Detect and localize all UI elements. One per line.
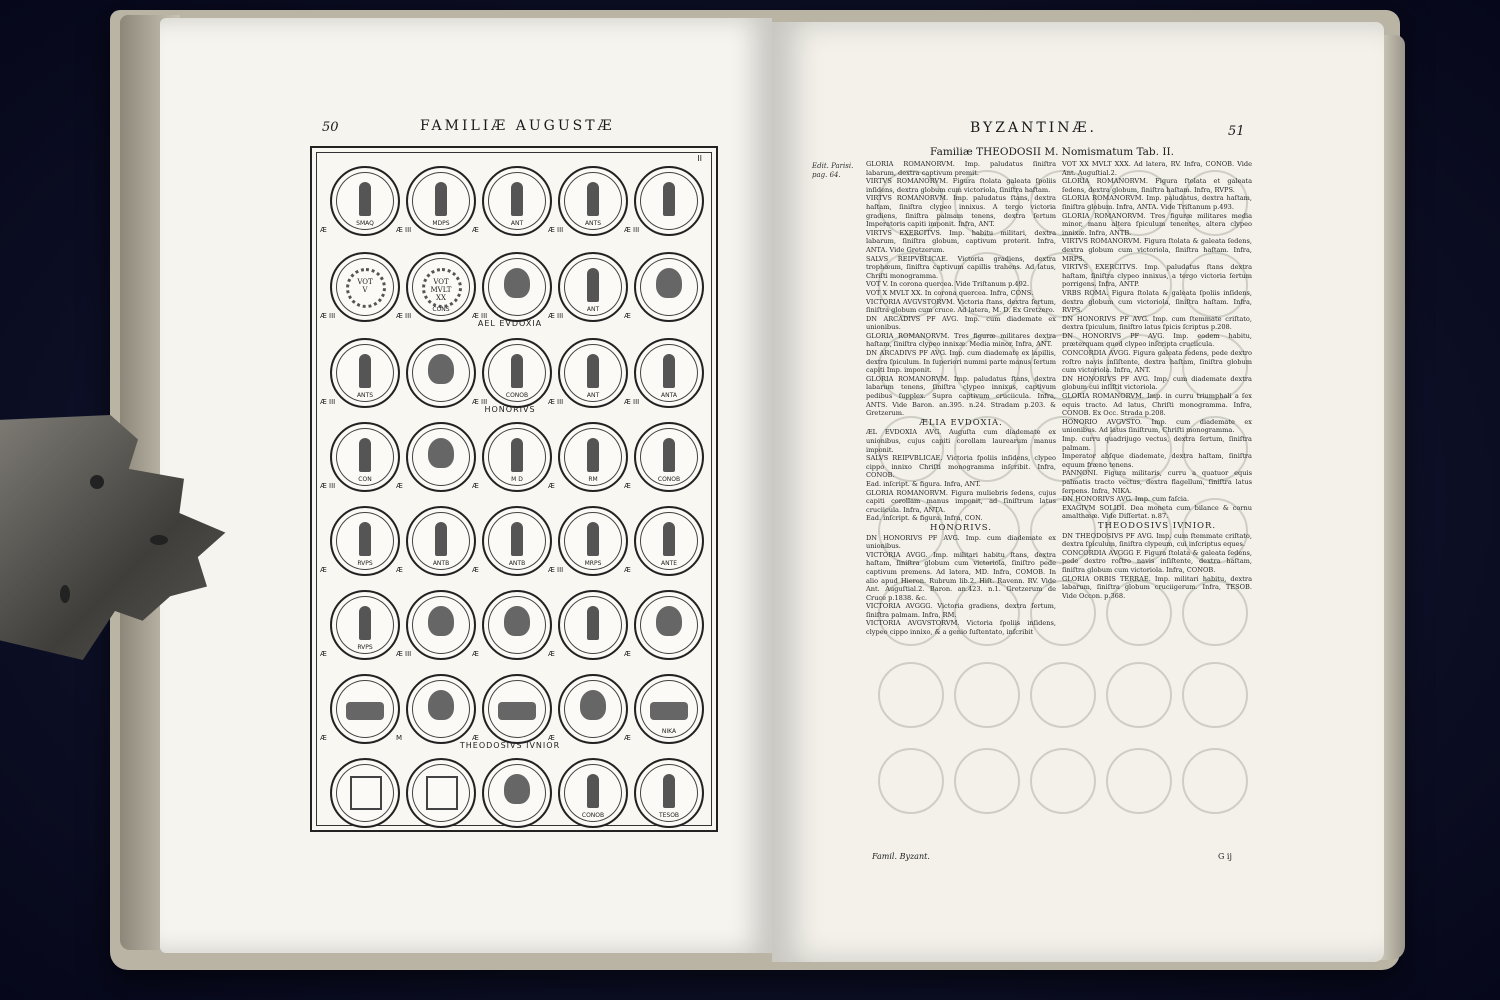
bookmark-hole <box>60 585 70 603</box>
coin-mintmark: CON <box>358 476 372 483</box>
coin-figure-icon <box>504 268 530 298</box>
coin-mintmark: SMAQ <box>356 220 374 227</box>
coin-metal-label: Æ <box>548 482 555 490</box>
coin-mintmark: CONS <box>432 306 450 313</box>
coin-metal-label: Æ III <box>548 566 564 574</box>
plate-caption-honorius: HONORIVS <box>484 405 536 414</box>
ghost-coin <box>954 748 1020 814</box>
catalog-entry: Imperator abſque diademate, dextra haſtam, ſiniſtra equum fræno tenens. <box>1062 452 1252 469</box>
coin <box>634 506 704 576</box>
plate-caption-theodosius: THEODOSIVS IVNIOR <box>459 741 561 750</box>
coin-mintmark: ANTB <box>432 560 450 567</box>
coin-metal-label: Æ <box>320 650 327 658</box>
bookmark-hole <box>90 475 104 489</box>
coin-figure-icon <box>656 268 682 298</box>
section-heading: HONORIVS. <box>930 522 992 533</box>
coin <box>482 338 552 408</box>
coin-figure-icon <box>511 438 523 472</box>
coin-metal-label: Æ <box>320 734 327 742</box>
coin-figure-icon <box>663 438 675 472</box>
catalog-entry: HONORIO AVGVSTO. Imp. cum diademate ex unionibus. Ad latus ſiniſtrum, Chriſti monogramma. <box>1062 417 1252 435</box>
coin <box>558 590 628 660</box>
coin-figure-icon <box>587 522 599 556</box>
catalog-entry: VOT X MVLT XX. In corona quercea. Infra, CONS. <box>866 288 1034 297</box>
catalog-entry: SALVS REIPVBLICAE. Victoria gradiens, dextra trophæum, ſiniſtra captivum capillis trahens. Ad latus, Chriſti monogramma. <box>866 254 1056 280</box>
coin-metal-label: Æ III <box>548 312 564 320</box>
coin-figure-icon <box>359 522 371 556</box>
coin <box>406 758 476 828</box>
catalog-entry: VIRTVS ROMANORVM. Imp. paludatus ſtans, dextra haſtam, ſiniſtra clypeo innixus. A tergo victoria gradiens, ſiniſtra palmam tenens, dextra ſertum Imperatoris capiti imponit. Infra, ANT. <box>866 194 1056 229</box>
coin-figure-icon <box>435 522 447 556</box>
coin-figure-icon <box>511 182 523 216</box>
coin-figure-icon <box>587 268 599 302</box>
catalog-entry: VIRTVS EXERCITVS. Imp. habitu militari, dextra labarum, ſiniſtra globum, captivum proterit. Infra, ANTA. Vide Gretzerum. <box>866 228 1056 254</box>
footer-gathering: G ij <box>1218 852 1232 861</box>
catalog-entry: DN HONORIVS PF AVG. Imp. eodem habitu, præterquam quod clypeo inſcripta cruciicula. <box>1062 331 1252 349</box>
ghost-coin <box>1030 748 1096 814</box>
coin-figure-icon <box>511 354 523 388</box>
plate-caption-eudoxia: AEL EVDOXIA <box>477 319 543 328</box>
catalog-entry: VIRTVS ROMANORVM. Figura ſtolata galeata ſpoliis inſidens, dextra globum cum victoriola, ſiniſtra haſtam. <box>866 177 1056 194</box>
catalog-entry: VICTORIA AVGG. Imp. militari habitu ſtans, dextra haſtam, ſiniſtra globum cum victoriola, ſiniſtro pede captivum premens. Ad latera, MD. Infra, COMOB. In alio apud Hieron. Rubrum lib.2. Hiſt. Ravenn. RV. Vide Ant. Auguſtial.2. Baron. an.423. n.1. Gretzerum de Cruce p.1838. &c. <box>866 550 1056 602</box>
coin <box>482 758 552 828</box>
coin-vota-text: VOT MVLT XX <box>430 278 452 302</box>
coin-mintmark: ANT <box>586 306 600 313</box>
catalog-entry: GLORIA ROMANORVM. Imp. paludatus ſiniſtra labarum, dextra captivum premit. <box>866 160 1056 177</box>
ghost-coin <box>954 662 1020 728</box>
coin-metal-label: Æ <box>548 650 555 658</box>
section-heading: ÆLIA EVDOXIA. <box>919 417 1003 428</box>
coin-metal-label: Æ <box>396 566 403 574</box>
coin-metal-label: Æ <box>624 482 631 490</box>
coin <box>330 252 400 322</box>
catalog-entry: VOT V. In corona quercea. Vide Triſtanum p.492. <box>866 280 1030 289</box>
coin-figure-icon <box>587 606 599 640</box>
coin <box>330 422 400 492</box>
coin-metal-label: Æ <box>320 566 327 574</box>
ghost-coin <box>1106 662 1172 728</box>
coin-mintmark: MRPS <box>584 560 602 567</box>
coin-metal-label: Æ III <box>396 650 412 658</box>
coin-metal-label: Æ III <box>548 398 564 406</box>
catalog-entry: VIRTVS ROMANORVM. Figura ſtolata & galeata ſedens, dextra globum cum victoriola, ſiniſtra haſtam. Infra, MRPS. <box>1062 237 1252 263</box>
catalog-entry: GLORIA ROMANORVM. Figura ſtolata et galeata ſedens, dextra globum, ſiniſtra haſtam. Infra, RVPS. <box>1062 177 1252 194</box>
catalog-entry: GLORIA ROMANORVM. Imp. paludatus, dextra haſtam, ſiniſtra globum. Infra, ANTA. Vide Triſtanum p.493. <box>1062 194 1252 211</box>
catalog-entry: GLORIA ROMANORVM. Imp. paludatus ſtans, dextra labarum tenens, ſiniſtra clypeo innixus, captivum pedibus ſupplex. Supra captivum cruciicula. Infra, ANTS. Vide Baron. an.395. n.24. Stradam p.203. & Gretzerum. <box>866 374 1056 418</box>
catalog-entry: GLORIA ROMANORVM. Figura muliebris ſedens, cujus capiti corollam manus imponit, ad ſiniſtrum latus cruciicula. Infra, ANTA. <box>866 488 1056 514</box>
coin-vota-text: VOT V <box>357 278 373 294</box>
coin-metal-label: Æ <box>472 226 479 234</box>
coin-figure-icon <box>359 182 371 216</box>
right-page-number: 51 <box>1228 124 1245 139</box>
coin-metal-label: M <box>396 734 403 742</box>
left-running-head: FAMILIÆ AUGUSTÆ <box>420 118 615 134</box>
coin <box>482 252 552 322</box>
catalog-entry: GLORIA ROMANORVM. Tres figuræ militares media minor, manu altera ſpiculum tenentes, altera clypeo innixæ. Infra, ANTB. <box>1062 211 1252 237</box>
left-page-number: 50 <box>322 120 339 135</box>
coin-mintmark: NIKA <box>661 728 677 735</box>
coin-figure-icon <box>428 690 454 720</box>
coin-figure-icon <box>428 606 454 636</box>
coin-figure-icon <box>663 182 675 216</box>
coin-figure-icon <box>359 354 371 388</box>
catalog-entry: GLORIA ORBIS TERRAE. Imp. militari habitu, dextra labarum, ſiniſtra globum cruciigerum. Infra, TESOB. Vide Occon. p.368. <box>1062 574 1252 600</box>
coin <box>558 166 628 236</box>
coin-metal-label: Æ III <box>472 398 488 406</box>
text-column-1 <box>866 160 1056 637</box>
section-heading: THEODOSIVS IVNIOR. <box>1097 520 1217 531</box>
ghost-coin <box>1106 748 1172 814</box>
coin-figure-icon <box>498 702 536 720</box>
coin-figure-icon <box>580 690 606 720</box>
coin <box>634 422 704 492</box>
coin-mintmark: CONOB <box>505 392 529 399</box>
coin <box>330 674 403 744</box>
coin-figure-icon <box>350 776 382 810</box>
coin-mintmark: CONOB <box>581 812 605 819</box>
coin-figure-icon <box>426 776 458 810</box>
coin-metal-label: Æ III <box>472 312 488 320</box>
catalog-entry: DN ARCADIVS PF AVG. Imp. cum diademate ex lapillis, dextra ſpiculum. In ſuperiori nummi parte manus ſertum capiti Imp. imponit. <box>866 349 1056 375</box>
coin-metal-label: Æ <box>624 734 631 742</box>
coin-mintmark: ANTE <box>660 560 678 567</box>
coin-metal-label: Æ <box>548 734 555 742</box>
coin-mintmark: TESOB <box>658 812 680 819</box>
coin-mintmark: ANTS <box>356 392 374 399</box>
text-column-2 <box>1062 160 1252 600</box>
catalog-entry: DN HONORIVS AVG. Imp. cum faſcia. <box>1062 495 1190 504</box>
catalog-entry: GLORIA ROMANORVM. Tres figuræ militares dextra haſtam, ſiniſtra clypeo innixæ. Media minor. Infra, ANT. <box>866 331 1056 349</box>
coin <box>330 590 400 660</box>
coin-figure-icon <box>587 182 599 216</box>
coin-metal-label: Æ <box>624 650 631 658</box>
coin <box>634 674 704 744</box>
coin-metal-label: Æ III <box>396 226 412 234</box>
catalog-entry: CONCORDIA AVGG. Figura galeata ſedens, pede dextro roſtro navis inſiſtente, dextra haſtam, ſiniſtra globum cum victoriola. Infra, ANT. <box>1062 349 1252 375</box>
coin-metal-label: Æ III <box>548 226 564 234</box>
ghost-coin <box>1182 748 1248 814</box>
coin <box>558 674 628 744</box>
coin-mintmark: ANT <box>510 220 524 227</box>
coin-figure-icon <box>428 438 454 468</box>
coin-figure-icon <box>359 606 371 640</box>
coin-metal-label: Æ III <box>320 482 336 490</box>
footer-signature: Famil. Byzant. <box>872 852 930 861</box>
coin <box>558 506 628 576</box>
coin <box>406 506 476 576</box>
catalog-entry: ÆL EVDOXIA AVG. Auguſta cum diademate ex unionibus, cujus capiti corollam laurearum manus imponit. <box>866 428 1056 454</box>
coin <box>634 252 704 322</box>
coin-metal-label: Æ <box>472 566 479 574</box>
coin <box>634 166 704 236</box>
coin-metal-label: Æ <box>472 650 479 658</box>
catalog-entry: VRBS ROMA. Figura ſtolata & galeata ſpoliis inſidens, dextra globum cum victoriola, ſiniſtra haſtam. Infra, RVPS. <box>1062 288 1252 315</box>
coin <box>634 758 704 828</box>
coin <box>406 590 476 660</box>
coin-figure-icon <box>656 606 682 636</box>
coin <box>330 758 400 828</box>
coin <box>558 758 628 828</box>
coin-metal-label: Æ <box>320 226 327 234</box>
coin-metal-label: Æ <box>472 734 479 742</box>
plate-number: II <box>697 154 702 163</box>
coin <box>330 506 400 576</box>
coin-figure-icon <box>587 774 599 808</box>
catalog-entry: DN ARCADIVS PF AVG. Imp. cum diademate ex unionibus. <box>866 314 1056 332</box>
ghost-coin <box>878 748 944 814</box>
catalog-entry: DN HONORIVS PF AVG. Imp. cum ſtemmate criſtato, dextra ſpiculum, ſiniſtro latus ſpicis ſcriptus p.208. <box>1062 314 1252 332</box>
coin-mintmark: RM <box>588 476 598 483</box>
catalog-entry: Ead. inſcript. & figura. Infra, ANT. <box>866 479 981 488</box>
coin-figure-icon <box>663 522 675 556</box>
coin-row <box>312 160 708 246</box>
catalog-entry: Imp. curru quadrijugo vectus, dextra ſertum, ſiniſtra palmam. <box>1062 435 1252 452</box>
coin-plate <box>310 146 718 832</box>
coin <box>482 506 552 576</box>
coin-metal-label: Æ <box>396 482 403 490</box>
coin-figure-icon <box>435 182 447 216</box>
coin-row <box>312 500 708 586</box>
coin <box>406 674 476 744</box>
catalog-entry: DN THEODOSIVS PF AVG. Imp. cum ſtemmate criſtato, dextra ſpiculum, ſiniſtra clypeum, cui inſcriptus eques. <box>1062 531 1252 549</box>
coin-metal-label: Æ <box>624 566 631 574</box>
coin <box>558 422 628 492</box>
coin-mintmark: M D <box>511 476 523 483</box>
catalog-entry: Ead. inſcript. & figura. Infra, CON. <box>866 514 983 523</box>
coin-metal-label: Æ III <box>624 226 640 234</box>
catalog-entry: VICTORIA AVGVSTORVM. Victoria ſpoliis inſidens, clypeo cippo innixo, & a genio ſuſtentato, inſcribit <box>866 619 1056 637</box>
coin-figure-icon <box>587 354 599 388</box>
coin-metal-label: Æ <box>624 312 631 320</box>
coin-metal-label: Æ III <box>396 312 412 320</box>
coin-figure-icon <box>587 438 599 472</box>
catalog-entry: DN HONORIVS PF AVG. Imp. cum diademate dextra globum cui inſiſtit victoriola. <box>1062 374 1252 392</box>
coin-figure-icon <box>663 354 675 388</box>
coin-figure-icon <box>511 522 523 556</box>
catalog-entry: VIRTVS EXERCITVS. Imp. paludatus ſtans dextra haſtam, ſiniſtra clypeo innixus, a tergo victoria ſertum porrigens. Infra, ANTP. <box>1062 263 1252 289</box>
catalog-entry: PANNONI. Figura militaris, curru a quatuor equis palmatis tracto vectus, dextra flagellum, ſiniſtra latus ſerpens. Infra, NIKA. <box>1062 469 1252 495</box>
coin-row <box>312 584 708 670</box>
catalog-entry: VICTORIA AVGVSTORVM. Victoria ſtans, dextra ſertum, ſiniſtra globum cum cruce. Ad latera, M. D. Ex Gretzero. <box>866 297 1056 315</box>
coin <box>330 166 400 236</box>
coin-row <box>312 752 708 838</box>
coin <box>558 252 628 322</box>
coin <box>482 674 552 744</box>
coin-mintmark: ANTB <box>508 560 526 567</box>
coin-figure-icon <box>663 774 675 808</box>
coin-figure-icon <box>359 438 371 472</box>
catalog-entry: EXAGIVM SOLIDI. Dea moneta cum bilance & cornu amalthææ. Vide Diſſertat. n.87. <box>1062 503 1252 521</box>
coin-figure-icon <box>650 702 688 720</box>
right-running-head: BYZANTINÆ. <box>970 120 1097 136</box>
coin-metal-label: Æ III <box>320 398 336 406</box>
catalog-entry: SALVS REIPVBLICAE. Victoria ſpoliis inſidens, clypeo cippo innixo Chriſti monogramma inſcribit. Infra, CONOB. <box>866 454 1056 480</box>
coin-mintmark: RVPS <box>357 560 373 567</box>
coin-metal-label: Æ III <box>320 312 336 320</box>
coin <box>558 338 628 408</box>
coin-mintmark: ANTA <box>661 392 677 399</box>
coin <box>482 422 552 492</box>
coin-figure-icon <box>504 606 530 636</box>
coin <box>406 166 476 236</box>
ghost-coin <box>1030 662 1096 728</box>
coin <box>406 252 476 322</box>
bookmark-hole <box>150 535 168 545</box>
coin-mintmark: ANTS <box>584 220 602 227</box>
coin-mintmark: RVPS <box>357 644 373 651</box>
coin-mintmark: MDPS <box>432 220 450 227</box>
catalog-entry: DN HONORIVS PF AVG. Imp. cum diademate ex unionibus. <box>866 533 1056 551</box>
coin <box>634 590 704 660</box>
catalog-entry: CONCORDIA AVGGG F. Figura ſtolata & galeata ſedens, pede dextro roſtro navis inſiſtente, dextra haſtam, ſiniſtra globum cum victoriola. Infra, CONOB. <box>1062 548 1252 574</box>
coin-figure-icon <box>428 354 454 384</box>
catalog-entry: VOT XX MVLT XXX. Ad latera, RV. Infra, CONOB. Vide Ant. Auguſtial.2. <box>1062 160 1252 177</box>
ghost-coin <box>1182 662 1248 728</box>
coin <box>482 166 552 236</box>
coin-mintmark: ANT <box>586 392 600 399</box>
coin-row <box>312 416 708 502</box>
coin-metal-label: Æ III <box>624 398 640 406</box>
coin-figure-icon <box>346 702 384 720</box>
margin-note: Edit. Parisi. pag. 64. <box>812 162 854 179</box>
coin-metal-label: Æ <box>472 482 479 490</box>
coin <box>406 338 476 408</box>
coin <box>330 338 400 408</box>
coin-mintmark: CONOB <box>657 476 681 483</box>
catalog-entry: VICTORIA AVGGG. Victoria gradiens, dextra ſertum, ſiniſtra palmam. Infra, RM. <box>866 602 1056 619</box>
catalog-entry: GLORIA ROMANORVM. Imp. in curru triumphali a ſex equis tracto. Ad latus, Chriſti monogramma. Infra, CONOB. Ex Occ. Strada p.208. <box>1062 392 1252 418</box>
coin <box>482 590 552 660</box>
coin <box>634 338 704 408</box>
ghost-coin <box>878 662 944 728</box>
coin <box>406 422 476 492</box>
table-title: Familiæ THEODOSII M. Nomismatum Tab. II. <box>930 146 1174 158</box>
coin-figure-icon <box>504 774 530 804</box>
